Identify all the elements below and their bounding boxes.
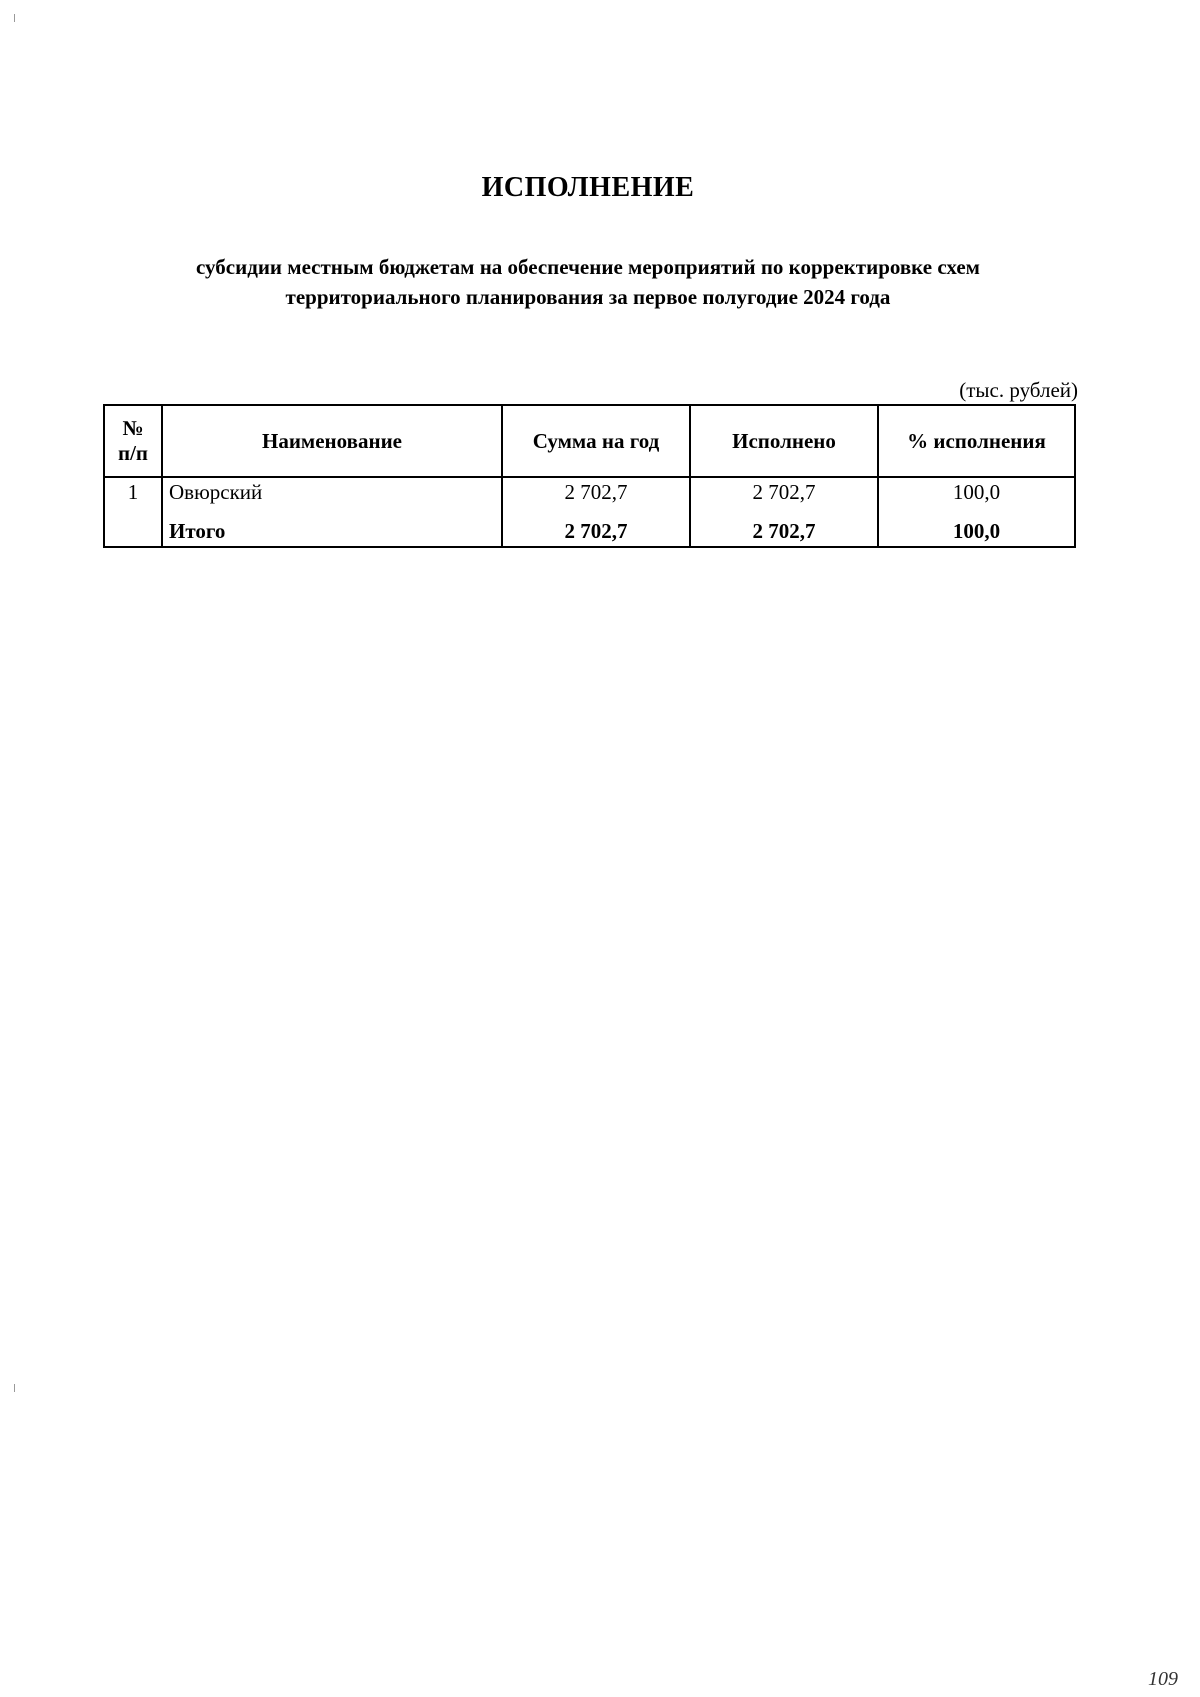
document-title: ИСПОЛНЕНИЕ [481,172,695,203]
total-sum-year: 2 702,7 [502,506,690,547]
execution-table [103,404,1076,548]
table-row [104,477,1075,506]
total-percent: 100,0 [878,506,1075,547]
page-number: 109 [1148,1668,1178,1690]
row-sum-year: 2 702,7 [502,477,690,506]
header-percent: % исполнения [878,405,1075,477]
units-label: (тыс. рублей) [959,378,1078,402]
document-subtitle [0,252,1176,312]
total-row [104,506,1075,547]
row-percent: 100,0 [878,477,1075,506]
subtitle-line-2: территориального планирования за первое полугодие 2024 года [285,285,891,309]
row-executed: 2 702,7 [690,477,878,506]
header-number-symbol: № [122,416,144,440]
header-executed: Исполнено [690,405,878,477]
scan-artifact-top [14,14,15,22]
total-label: Итого [162,506,502,547]
row-number: 1 [104,477,162,506]
scan-artifact-left [14,1384,15,1392]
header-number [104,405,162,477]
table-header-row [104,405,1075,477]
header-number-abbr: п/п [117,441,149,465]
header-name: Наименование [162,405,502,477]
header-sum-year: Сумма на год [502,405,690,477]
row-name: Овюрский [162,477,502,506]
total-number-empty [104,506,162,547]
subtitle-line-1: субсидии местным бюджетам на обеспечение мероприятий по корректировке схем [196,255,980,279]
total-executed: 2 702,7 [690,506,878,547]
